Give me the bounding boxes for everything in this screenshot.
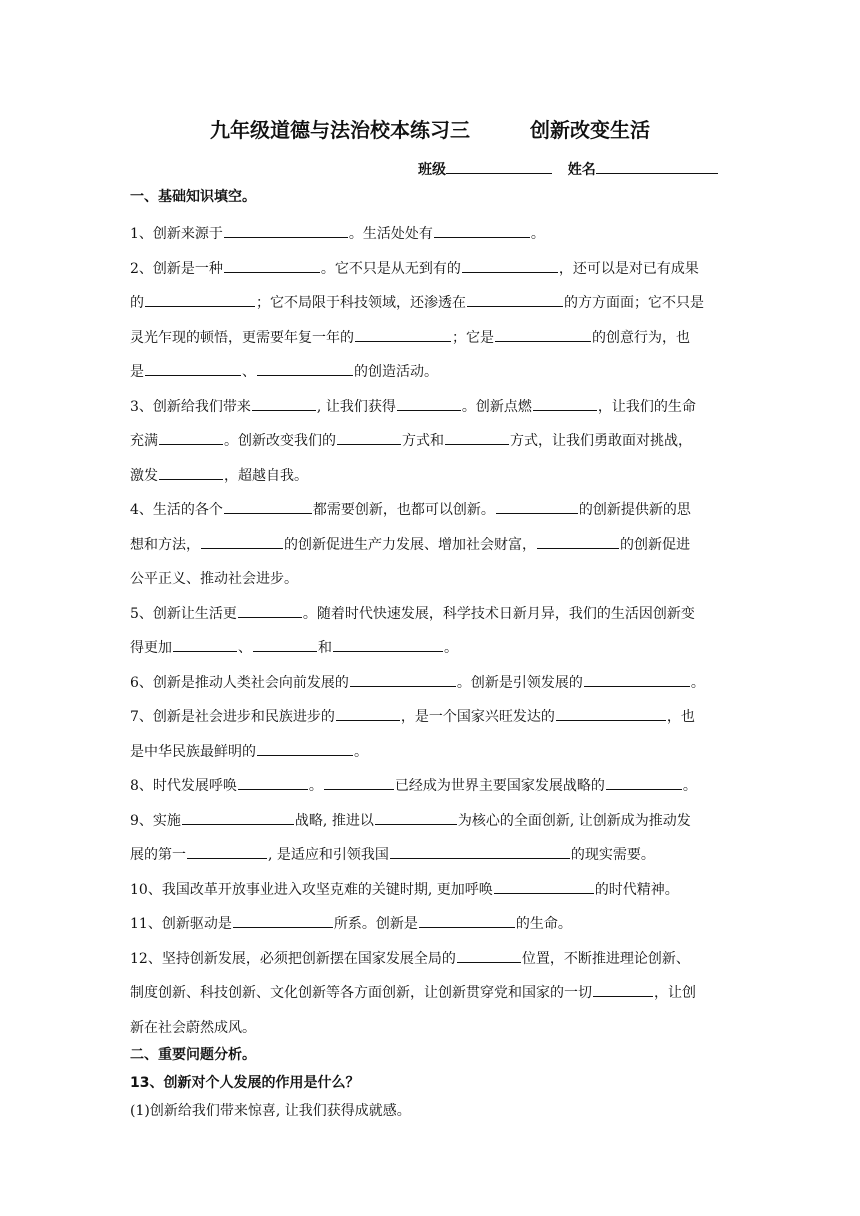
q12-text: 12、坚持创新发展，必须把创新摆在国家发展全局的 xyxy=(130,950,456,967)
q2-blank-2[interactable] xyxy=(462,258,558,273)
q12-text: 新在社会蔚然成风。 xyxy=(130,1019,256,1036)
q8-blank-3[interactable] xyxy=(606,775,682,790)
q5-text: 。 xyxy=(444,640,458,656)
q10-blank-1[interactable] xyxy=(494,879,594,894)
q9-blank-1[interactable] xyxy=(182,810,294,825)
question-3 xyxy=(130,389,730,493)
q3-text: 。创新改变我们的 xyxy=(224,433,336,449)
q9-text: 展的第一 xyxy=(130,847,186,863)
q7-text: ，也 xyxy=(666,709,695,725)
q9-text: , 是适应和引领我国 xyxy=(268,847,389,863)
q4-text: 想和方法， xyxy=(130,536,200,553)
q8-text: 已经成为世界主要国家发展战略的 xyxy=(394,778,605,794)
q3-blank-1[interactable] xyxy=(252,396,316,411)
q12-text: ，让创 xyxy=(654,985,696,1001)
q4-text: 都需要创新，也都可以创新。 xyxy=(312,502,495,518)
q7-text: ，是一个国家兴旺发达的 xyxy=(400,709,555,725)
q7-blank-2[interactable] xyxy=(556,706,666,721)
q5-text: 和 xyxy=(318,640,332,656)
q2-text: 的 xyxy=(130,295,144,311)
q2-text: ；它是 xyxy=(452,329,494,346)
q12-blank-1[interactable] xyxy=(457,948,521,963)
class-name-line xyxy=(418,158,718,179)
q7-blank-3[interactable] xyxy=(257,741,353,756)
q3-blank-2[interactable] xyxy=(397,396,461,411)
q4-text: 的创新提供新的思 xyxy=(578,502,691,518)
question-6 xyxy=(130,665,730,700)
question-13-title: 13、创新对个人发展的作用是什么？ xyxy=(130,1075,360,1091)
q8-text: 8、时代发展呼唤 xyxy=(130,778,237,794)
q4-blank-3[interactable] xyxy=(201,534,283,549)
q12-text: 位置，不断推进理论创新、 xyxy=(521,950,690,967)
q3-blank-4[interactable] xyxy=(159,430,223,445)
q1-text-a: 1、创新来源于 xyxy=(130,226,223,242)
q11-text: 所系。创新是 xyxy=(333,916,418,932)
q6-text: 。 xyxy=(690,674,705,691)
q3-text: 方式和 xyxy=(402,433,444,449)
q3-text: 激发 xyxy=(130,467,158,484)
q9-blank-2[interactable] xyxy=(375,810,457,825)
q2-blank-1[interactable] xyxy=(224,258,320,273)
question-10 xyxy=(130,872,730,907)
q12-blank-2[interactable] xyxy=(593,982,653,997)
q3-text: 。创新点燃 xyxy=(461,398,532,415)
name-blank[interactable] xyxy=(596,158,718,174)
q12-text: 制度创新、科技创新、文化创新等各方面创新，让创新贯穿党和国家的一切 xyxy=(130,985,592,1001)
q10-text: 的时代精神。 xyxy=(594,881,679,898)
question-12 xyxy=(130,941,730,1045)
question-8 xyxy=(130,768,730,803)
question-2 xyxy=(130,251,730,389)
q7-text: 是中华民族最鲜明的 xyxy=(130,743,256,760)
q7-text: 7、创新是社会进步和民族进步的 xyxy=(130,709,335,725)
q4-blank-2[interactable] xyxy=(496,499,578,514)
q2-text: ；它不局限于科技领域，还渗透在 xyxy=(256,295,466,311)
q2-text: 2、创新是一种 xyxy=(130,260,223,277)
question-9 xyxy=(130,803,730,872)
q6-blank-2[interactable] xyxy=(584,672,690,687)
q5-blank-4[interactable] xyxy=(333,637,443,652)
q5-text: 。随着时代快速发展，科学技术日新月异，我们的生活因创新变 xyxy=(302,605,695,622)
q1-blank-1[interactable] xyxy=(224,223,348,238)
q3-blank-6[interactable] xyxy=(445,430,509,445)
q3-text: ，让我们的生命 xyxy=(597,398,696,415)
q2-blank-8[interactable] xyxy=(257,361,353,376)
q9-text: 9、实施 xyxy=(130,812,181,829)
q3-blank-7[interactable] xyxy=(159,465,223,480)
q3-text: , 让我们获得 xyxy=(316,398,396,415)
q6-blank-1[interactable] xyxy=(350,672,456,687)
section-heading-1: 一、基础知识填空。 xyxy=(130,189,256,205)
class-blank[interactable] xyxy=(446,158,552,174)
q11-blank-2[interactable] xyxy=(419,913,515,928)
q2-text: 。它不只是从无到有的 xyxy=(320,260,461,277)
q5-blank-2[interactable] xyxy=(173,637,237,652)
q8-text: 。 xyxy=(682,778,697,794)
class-label: 班级 xyxy=(418,162,446,178)
q2-text: 的创意行为，也 xyxy=(592,329,690,346)
q2-text: 灵光乍现的顿悟，更需要年复一年的 xyxy=(130,329,354,346)
q8-text: 。 xyxy=(308,778,323,794)
q3-text: 充满 xyxy=(130,433,158,449)
title-main: 九年级道德与法治校本练习三 xyxy=(210,118,470,142)
q9-text: 为核心的全面创新, 让创新成为推动发 xyxy=(457,812,691,829)
q11-text: 11、创新驱动是 xyxy=(130,916,232,932)
q7-text: 。 xyxy=(354,743,368,760)
q4-text: 的创新促进生产力发展、增加社会财富， xyxy=(284,536,536,553)
q6-text: 6、创新是推动人类社会向前发展的 xyxy=(130,674,349,691)
q1-text-c: 。 xyxy=(530,226,545,242)
q9-blank-3[interactable] xyxy=(187,844,267,859)
q6-text: 。创新是引领发展的 xyxy=(456,674,583,691)
question-13-answer-1: (1)创新给我们带来惊喜, 让我们获得成就感。 xyxy=(130,1103,411,1119)
q4-blank-1[interactable] xyxy=(224,499,312,514)
q3-text: ，超越自我。 xyxy=(224,467,308,484)
q5-text: 得更加 xyxy=(130,640,172,656)
q3-blank-3[interactable] xyxy=(533,396,597,411)
question-4 xyxy=(130,492,730,596)
q2-text: 、 xyxy=(242,364,256,380)
title-topic: 创新改变生活 xyxy=(530,118,650,142)
q9-text: 的现实需要。 xyxy=(570,847,655,863)
q3-blank-5[interactable] xyxy=(337,430,401,445)
section-heading-2: 二、重要问题分析。 xyxy=(130,1047,256,1063)
name-label: 姓名 xyxy=(567,162,596,178)
q11-text: 的生命。 xyxy=(515,916,572,932)
question-11 xyxy=(130,906,730,941)
q4-text: 的创新促进 xyxy=(620,536,690,553)
q2-blank-5[interactable] xyxy=(355,327,451,342)
q2-blank-4[interactable] xyxy=(467,292,563,307)
q2-text: 的创造活动。 xyxy=(354,364,438,380)
q5-text: 5、创新让生活更 xyxy=(130,605,237,622)
q2-blank-6[interactable] xyxy=(495,327,591,342)
question-1 xyxy=(130,216,730,251)
q4-text: 公平正义、推动社会进步。 xyxy=(130,571,298,587)
q5-blank-3[interactable] xyxy=(253,637,317,652)
q5-blank-1[interactable] xyxy=(238,603,302,618)
q5-text: 、 xyxy=(238,640,252,656)
q8-blank-2[interactable] xyxy=(324,775,394,790)
q3-text: 方式，让我们勇敢面对挑战， xyxy=(510,433,692,449)
q4-blank-4[interactable] xyxy=(537,534,619,549)
q3-text: 3、创新给我们带来 xyxy=(130,398,251,415)
q10-text: 10、我国改革开放事业进入攻坚克难的关键时期, 更加呼唤 xyxy=(130,881,493,898)
q11-blank-1[interactable] xyxy=(233,913,333,928)
q9-text: 战略, 推进以 xyxy=(294,812,374,829)
page-title xyxy=(0,114,860,143)
q2-text: 是 xyxy=(130,364,144,380)
content xyxy=(130,188,730,1120)
q2-text: 的方方面面；它不只是 xyxy=(564,295,704,311)
q8-blank-1[interactable] xyxy=(238,775,308,790)
question-5 xyxy=(130,596,730,665)
q2-blank-7[interactable] xyxy=(145,361,241,376)
q9-blank-4[interactable] xyxy=(390,844,570,859)
q1-text-b: 。生活处处有 xyxy=(348,226,433,242)
q1-blank-2[interactable] xyxy=(434,223,530,238)
q2-text: ，还可以是对已有成果 xyxy=(558,260,699,277)
q4-text: 4、生活的各个 xyxy=(130,502,223,518)
q2-blank-3[interactable] xyxy=(145,292,255,307)
q7-blank-1[interactable] xyxy=(336,706,400,721)
question-7 xyxy=(130,699,730,768)
